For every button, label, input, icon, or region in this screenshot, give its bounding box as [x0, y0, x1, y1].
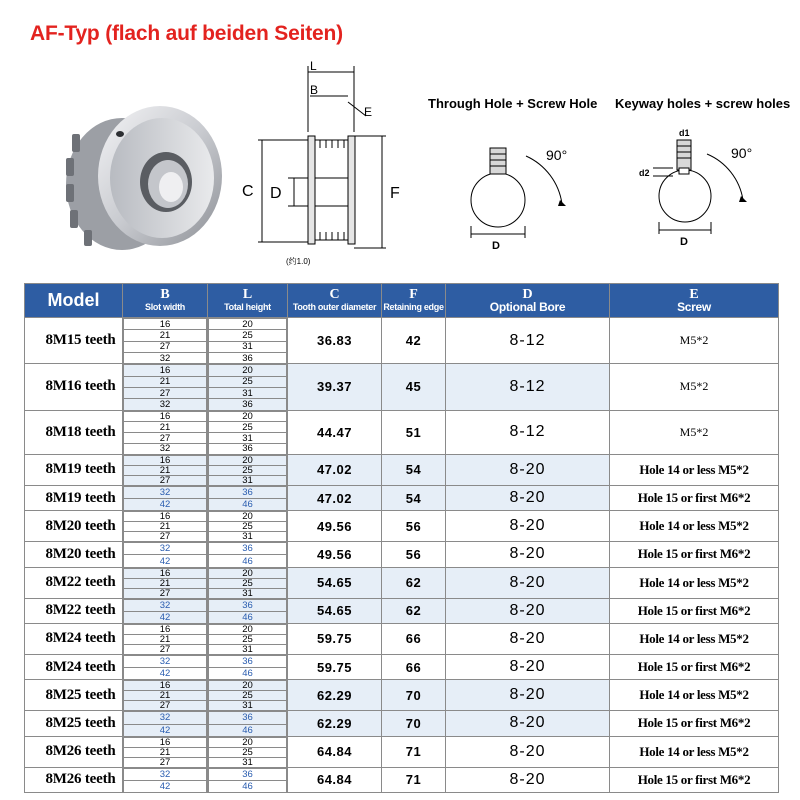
cell-b-value: 16 [124, 681, 207, 691]
through-hole-diagram [428, 96, 598, 256]
cell-d: 8-20 [446, 511, 610, 542]
hole2-angle: 90° [731, 145, 753, 161]
cell-d: 8-20 [446, 655, 610, 680]
cell-f: 56 [382, 542, 446, 567]
cell-d: 8-12 [446, 364, 610, 410]
cell-l-value: 20 [209, 681, 287, 691]
cell-f: 71 [382, 736, 446, 767]
cell-l-value: 36 [209, 768, 287, 780]
label-F: F [390, 185, 400, 202]
cell-f: 66 [382, 623, 446, 654]
cell-b-value: 27 [124, 532, 207, 542]
cell-c: 59.75 [288, 655, 382, 680]
cell-b-value: 32 [124, 444, 207, 454]
cell-b-value: 16 [124, 512, 207, 522]
cell-l-values [208, 711, 288, 736]
cell-f: 54 [382, 486, 446, 511]
cell-d: 8-20 [446, 598, 610, 623]
cell-model: 8M22 teeth [25, 567, 123, 598]
hole2-d-label: D [680, 236, 688, 248]
table-row [25, 736, 779, 767]
cell-l-value: 20 [209, 737, 287, 747]
table-row [25, 511, 779, 542]
header-c: C Tooth outer diameter [288, 284, 382, 318]
hole1-d-label: D [492, 240, 500, 252]
page-title: AF-Typ (flach auf beiden Seiten) [30, 22, 343, 45]
cell-f: 62 [382, 567, 446, 598]
hole2-d1-label: d1 [679, 128, 690, 138]
cell-l-value: 25 [209, 634, 287, 644]
cell-f: 66 [382, 655, 446, 680]
label-note: (约1.0) [286, 257, 311, 266]
cell-b-value: 16 [124, 624, 207, 634]
cell-b-values [123, 655, 208, 680]
cell-model: 8M16 teeth [25, 364, 123, 410]
label-L: L [310, 59, 317, 73]
cell-l-value: 36 [209, 352, 287, 363]
cell-l-value: 36 [209, 399, 287, 410]
cell-model: 8M26 teeth [25, 767, 123, 792]
cell-b-value: 27 [124, 433, 207, 444]
cell-model: 8M20 teeth [25, 511, 123, 542]
cell-d: 8-12 [446, 410, 610, 454]
table-row [25, 454, 779, 485]
cell-b-value: 32 [124, 712, 207, 724]
cell-model: 8M22 teeth [25, 598, 123, 623]
cell-model: 8M25 teeth [25, 680, 123, 711]
cell-l-values [208, 364, 288, 410]
cell-b-values [123, 364, 208, 410]
cell-b-value: 16 [124, 455, 207, 465]
cell-d: 8-20 [446, 486, 610, 511]
table-row [25, 711, 779, 736]
cell-model: 8M24 teeth [25, 623, 123, 654]
cell-b-value: 32 [124, 399, 207, 410]
cell-b-value: 16 [124, 365, 207, 376]
cell-b-values [123, 623, 208, 654]
cell-l-value: 31 [209, 532, 287, 542]
hole1-angle: 90° [546, 147, 568, 163]
cell-model: 8M20 teeth [25, 542, 123, 567]
cell-b-values [123, 598, 208, 623]
cell-l-value: 20 [209, 568, 287, 578]
cell-l-value: 25 [209, 330, 287, 341]
cell-c: 64.84 [288, 767, 382, 792]
cell-f: 62 [382, 598, 446, 623]
cell-c: 47.02 [288, 486, 382, 511]
cell-b-values [123, 567, 208, 598]
cell-f: 56 [382, 511, 446, 542]
cell-c: 62.29 [288, 711, 382, 736]
cell-screw: Hole 14 or less M5*2 [610, 736, 779, 767]
table-row [25, 542, 779, 567]
header-b: B Slot width [123, 284, 208, 318]
cell-c: 44.47 [288, 410, 382, 454]
cell-screw: M5*2 [610, 410, 779, 454]
cell-b-values [123, 486, 208, 511]
cell-b-value: 21 [124, 691, 207, 701]
cell-l-value: 20 [209, 455, 287, 465]
cell-l-value: 46 [209, 499, 287, 511]
cell-screw: Hole 15 or first M6*2 [610, 486, 779, 511]
cell-b-values [123, 410, 208, 454]
cell-d: 8-20 [446, 711, 610, 736]
cell-f: 54 [382, 454, 446, 485]
cell-f: 70 [382, 711, 446, 736]
cell-d: 8-20 [446, 567, 610, 598]
cell-f: 42 [382, 318, 446, 364]
cell-screw: Hole 14 or less M5*2 [610, 680, 779, 711]
cell-b-value: 42 [124, 724, 207, 736]
cell-b-values [123, 542, 208, 567]
cell-screw: Hole 15 or first M6*2 [610, 655, 779, 680]
cell-b-value: 42 [124, 555, 207, 567]
table-row [25, 680, 779, 711]
cell-d: 8-20 [446, 623, 610, 654]
cell-c: 54.65 [288, 567, 382, 598]
cell-b-value: 16 [124, 737, 207, 747]
table-row [25, 486, 779, 511]
cell-l-value: 46 [209, 611, 287, 623]
cell-b-value: 42 [124, 780, 207, 792]
keyway-hole-title: Keyway holes + screw holes [615, 96, 791, 111]
header-l: L Total height [208, 284, 288, 318]
cell-l-value: 25 [209, 465, 287, 475]
cell-model: 8M25 teeth [25, 711, 123, 736]
cell-l-value: 46 [209, 668, 287, 680]
cell-l-value: 31 [209, 387, 287, 398]
cell-b-value: 21 [124, 465, 207, 475]
cell-l-value: 31 [209, 433, 287, 444]
cell-screw: Hole 14 or less M5*2 [610, 454, 779, 485]
cross-section-drawing [236, 58, 416, 274]
cell-l-values [208, 598, 288, 623]
cell-c: 49.56 [288, 511, 382, 542]
cell-screw: Hole 15 or first M6*2 [610, 767, 779, 792]
cell-model: 8M15 teeth [25, 318, 123, 364]
cell-d: 8-20 [446, 736, 610, 767]
cell-b-value: 21 [124, 376, 207, 387]
cell-l-value: 31 [209, 757, 287, 767]
cell-screw: M5*2 [610, 318, 779, 364]
cell-screw: Hole 15 or first M6*2 [610, 598, 779, 623]
table-row [25, 410, 779, 454]
cell-b-value: 27 [124, 701, 207, 711]
cell-l-value: 25 [209, 376, 287, 387]
cell-b-value: 32 [124, 543, 207, 555]
cell-f: 71 [382, 767, 446, 792]
cell-l-value: 36 [209, 543, 287, 555]
header-model: Model [25, 284, 123, 318]
cell-l-value: 36 [209, 487, 287, 499]
label-D: D [270, 185, 282, 202]
cell-f: 51 [382, 410, 446, 454]
cell-l-value: 31 [209, 644, 287, 654]
cell-screw: Hole 14 or less M5*2 [610, 623, 779, 654]
cell-b-value: 32 [124, 352, 207, 363]
cell-c: 36.83 [288, 318, 382, 364]
cell-l-value: 20 [209, 319, 287, 330]
cell-model: 8M18 teeth [25, 410, 123, 454]
cell-b-value: 21 [124, 634, 207, 644]
cell-b-value: 32 [124, 768, 207, 780]
cell-c: 39.37 [288, 364, 382, 410]
cell-l-value: 25 [209, 747, 287, 757]
cell-l-values [208, 410, 288, 454]
cell-l-value: 36 [209, 444, 287, 454]
cell-l-value: 46 [209, 780, 287, 792]
cell-l-value: 36 [209, 712, 287, 724]
cell-b-values [123, 680, 208, 711]
cell-screw: Hole 14 or less M5*2 [610, 511, 779, 542]
cell-l-values [208, 486, 288, 511]
cell-b-value: 42 [124, 499, 207, 511]
cell-b-value: 27 [124, 757, 207, 767]
cell-b-value: 16 [124, 568, 207, 578]
cell-b-value: 27 [124, 644, 207, 654]
cell-l-value: 31 [209, 475, 287, 485]
cell-c: 64.84 [288, 736, 382, 767]
cell-l-value: 20 [209, 512, 287, 522]
cell-screw: Hole 14 or less M5*2 [610, 567, 779, 598]
cell-l-value: 25 [209, 578, 287, 588]
cell-l-values [208, 567, 288, 598]
table-row [25, 655, 779, 680]
cell-model: 8M19 teeth [25, 454, 123, 485]
cell-b-values [123, 454, 208, 485]
cell-b-values [123, 318, 208, 364]
cell-l-values [208, 542, 288, 567]
table-row [25, 318, 779, 364]
cell-l-value: 46 [209, 555, 287, 567]
cell-model: 8M26 teeth [25, 736, 123, 767]
cell-b-value: 21 [124, 578, 207, 588]
table-row [25, 567, 779, 598]
cell-b-values [123, 711, 208, 736]
cell-f: 45 [382, 364, 446, 410]
cell-l-values [208, 680, 288, 711]
pulley-product-image [50, 96, 230, 261]
cell-l-value: 36 [209, 656, 287, 668]
cell-b-value: 27 [124, 475, 207, 485]
cell-b-value: 21 [124, 330, 207, 341]
cell-l-value: 31 [209, 588, 287, 598]
cell-l-value: 36 [209, 599, 287, 611]
cell-d: 8-20 [446, 454, 610, 485]
cell-l-value: 46 [209, 724, 287, 736]
cell-l-value: 31 [209, 701, 287, 711]
cell-l-value: 20 [209, 411, 287, 422]
cell-c: 47.02 [288, 454, 382, 485]
header-d: D Optional Bore [446, 284, 610, 318]
cell-b-value: 16 [124, 411, 207, 422]
cell-l-values [208, 511, 288, 542]
cell-c: 49.56 [288, 542, 382, 567]
hole2-d2-label: d2 [639, 168, 650, 178]
cell-d: 8-20 [446, 542, 610, 567]
cell-b-values [123, 511, 208, 542]
cell-b-value: 21 [124, 422, 207, 433]
cell-c: 62.29 [288, 680, 382, 711]
header-e: E Screw [610, 284, 779, 318]
cell-b-value: 27 [124, 588, 207, 598]
cell-b-value: 16 [124, 319, 207, 330]
through-hole-title: Through Hole + Screw Hole [428, 96, 598, 111]
cell-l-values [208, 736, 288, 767]
cell-screw: Hole 15 or first M6*2 [610, 542, 779, 567]
cell-l-values [208, 623, 288, 654]
cell-b-value: 32 [124, 656, 207, 668]
cell-c: 54.65 [288, 598, 382, 623]
label-C: C [242, 183, 254, 200]
table-row [25, 623, 779, 654]
cell-b-values [123, 736, 208, 767]
cell-l-value: 31 [209, 341, 287, 352]
cell-l-values [208, 454, 288, 485]
cell-l-value: 25 [209, 522, 287, 532]
label-B: B [310, 83, 319, 97]
cell-l-values [208, 655, 288, 680]
table-row [25, 598, 779, 623]
cell-d: 8-12 [446, 318, 610, 364]
label-E: E [364, 105, 373, 119]
cell-l-value: 20 [209, 624, 287, 634]
cell-l-value: 25 [209, 422, 287, 433]
cell-screw: M5*2 [610, 364, 779, 410]
table-row [25, 364, 779, 410]
cell-b-values [123, 767, 208, 792]
cell-b-value: 27 [124, 341, 207, 352]
cell-b-value: 32 [124, 599, 207, 611]
header-f: F Retaining edge [382, 284, 446, 318]
cell-screw: Hole 15 or first M6*2 [610, 711, 779, 736]
cell-f: 70 [382, 680, 446, 711]
table-row [25, 767, 779, 792]
table-header-row [25, 284, 779, 318]
cell-b-value: 42 [124, 611, 207, 623]
cell-d: 8-20 [446, 767, 610, 792]
cell-d: 8-20 [446, 680, 610, 711]
cell-c: 59.75 [288, 623, 382, 654]
cell-model: 8M24 teeth [25, 655, 123, 680]
cell-b-value: 32 [124, 487, 207, 499]
cell-l-values [208, 767, 288, 792]
cell-b-value: 42 [124, 668, 207, 680]
cell-l-value: 20 [209, 365, 287, 376]
cell-b-value: 21 [124, 747, 207, 757]
cell-b-value: 21 [124, 522, 207, 532]
cell-model: 8M19 teeth [25, 486, 123, 511]
keyway-hole-diagram [615, 96, 791, 256]
cell-l-values [208, 318, 288, 364]
cell-b-value: 27 [124, 387, 207, 398]
spec-table [24, 283, 779, 793]
cell-l-value: 25 [209, 691, 287, 701]
